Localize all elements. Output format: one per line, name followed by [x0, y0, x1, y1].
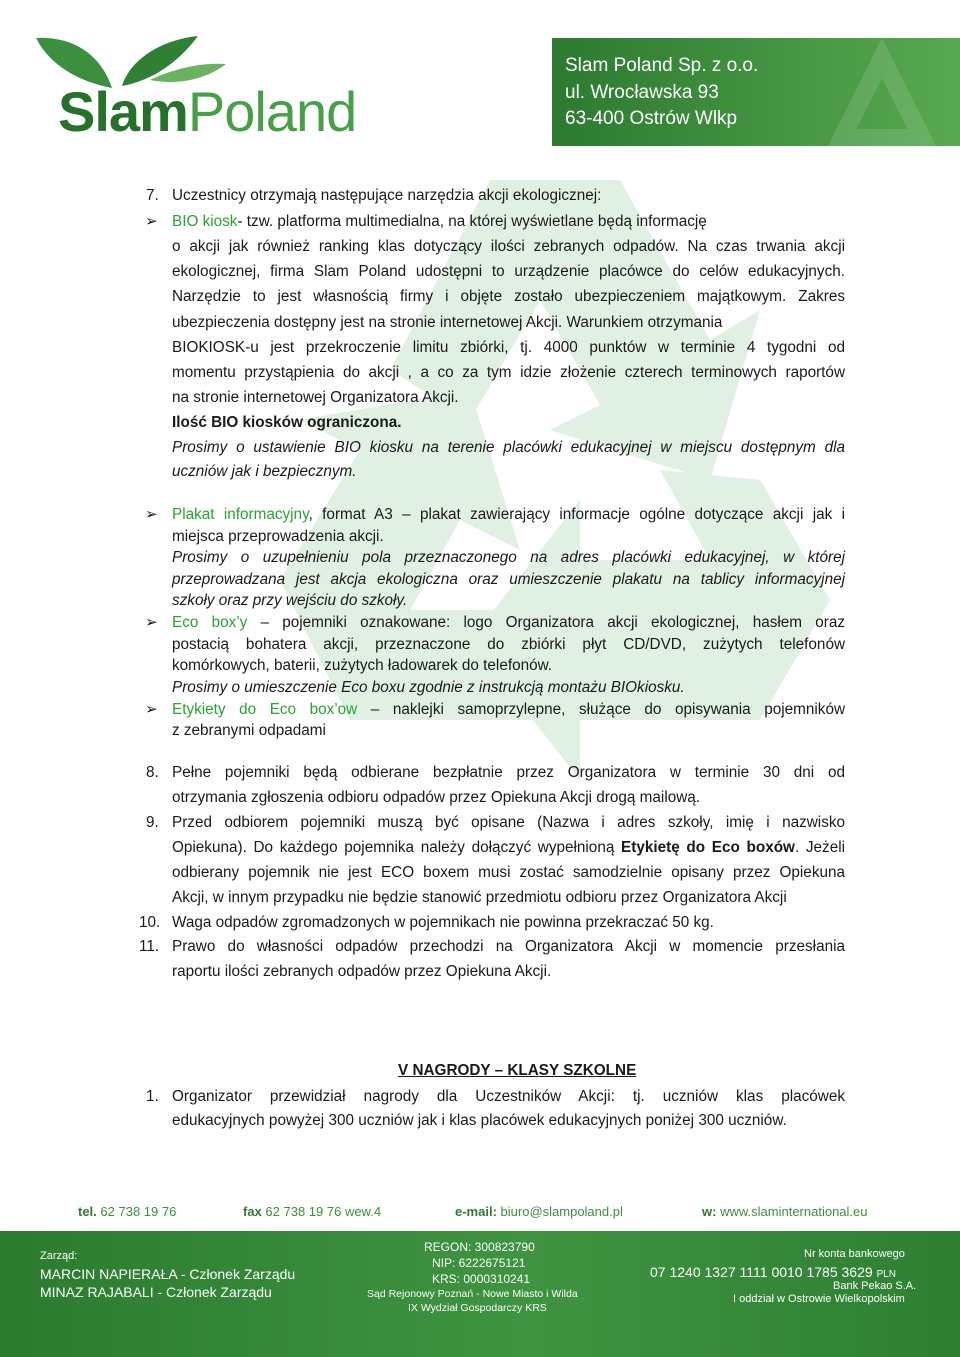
item-7-intro: Uczestnicy otrzymają następujące narzędzia akcji ekologicznej: — [172, 187, 602, 204]
eco-box-desc: – pojemniki oznakowane: logo Organizatora akcji ekologicznej, hasłem oraz — [247, 614, 845, 631]
labels-desc: – naklejki samoprzylepne, służące do opisywania pojemników — [357, 701, 845, 718]
bio-kiosk-desc: - tzw. platforma multimedialna, na której wyświetlane będą informację — [237, 213, 707, 230]
item-9-text: . Jeżeli — [794, 839, 845, 856]
bio-kiosk-line: o akcji jak również ranking klas dotyczący ilości zebranych odpadów. Na czas trwania akcji — [172, 238, 845, 255]
item-8-line: Pełne pojemniki będą odbierane bezpłatnie przez Organizatora w terminie 30 dni od — [172, 764, 845, 781]
item-10-text: Waga odpadów zgromadzonych w pojemnikach nie powinna przekraczać 50 kg. — [172, 914, 714, 931]
plakat-request: szkoły oraz przy wejściu do szkoły. — [172, 592, 408, 609]
eco-box-request: Prosimy o umieszczenie Eco boxu zgodnie z instrukcją montażu BIOkiosku. — [172, 679, 685, 696]
eco-box-line: komórkowych, baterii, zużytych ładowarek do telefonów. — [172, 657, 553, 674]
bio-kiosk-request: Prosimy o ustawienie BIO kiosku na terenie placówki edukacyjnej w miejscu dostępnym dla — [172, 439, 845, 456]
footer-krs: KRS: 0000310241 — [432, 1272, 531, 1286]
plakat-request: przeprowadzana jest akcja ekologiczna oraz umieszczenie plakatu na tablicy informacyjnej — [172, 571, 845, 588]
item-9-line — [172, 838, 845, 858]
item-8-number: 8. — [146, 764, 159, 781]
footer-court: Sąd Rejonowy Poznań - Nowe Miasto i Wilda — [367, 1288, 578, 1300]
logo-slam-text: Slam — [58, 80, 188, 143]
footer-board-member: MINAZ RAJABALI - Członek Zarządu — [40, 1284, 272, 1300]
bullet-arrow-icon: ➢ — [145, 506, 158, 523]
bullet-arrow-icon: ➢ — [145, 614, 158, 631]
company-street: ul. Wrocławska 93 — [565, 82, 719, 103]
plakat-term: Plakat informacyjny — [172, 506, 309, 523]
item-7-number: 7. — [146, 187, 159, 204]
bio-kiosk-line: BIOKIOSK-u jest przekroczenie limitu zbiórki, tj. 4000 punktów w terminie 4 tygodni od — [172, 339, 845, 356]
eco-box-term: Eco box’y — [172, 614, 248, 631]
footer-contact-bar — [0, 1196, 960, 1226]
footer-board-member: MARCIN NAPIERAŁA - Członek Zarządu — [40, 1266, 296, 1282]
section-v-item-1-number: 1. — [146, 1088, 159, 1105]
bio-kiosk-line: ekologicznej, firma Slam Poland udostępni to urządzenie placówce do celów edukacyjnych. — [172, 263, 845, 280]
logo-poland-text: Poland — [187, 80, 357, 143]
footer-regon: REGON: 300823790 — [424, 1240, 535, 1254]
footer-bank-label: Nr konta bankowego — [804, 1248, 905, 1260]
item-9-line: Przed odbiorem pojemniki muszą być opisane (Nazwa i adres szkoły, imię i nazwisko — [172, 814, 845, 831]
company-name: Slam Poland Sp. z o.o. — [565, 55, 759, 76]
company-logo — [58, 80, 357, 143]
bio-kiosk-limited-note: Ilość BIO kiosków ograniczona. — [172, 414, 402, 431]
labels-first-line — [172, 700, 845, 720]
item-11-number: 11. — [139, 938, 160, 955]
company-address-banner — [552, 38, 960, 146]
section-title: V NAGRODY – KLASY SZKOLNE — [398, 1062, 637, 1079]
footer-bank-name: Bank Pekao S.A. — [833, 1280, 917, 1292]
eco-box-line: postacią bohatera akcji, przeznaczone do zbiórki płyt CD/DVD, zużytych telefonów — [172, 636, 845, 653]
bullet-arrow-icon: ➢ — [145, 213, 158, 230]
item-9-line: odbierany pojemnik nie jest ECO boxem musi zostać samodzielnie opisany przez Opiekuna — [172, 864, 845, 881]
item-9-number: 9. — [146, 814, 159, 831]
footer-company-info — [0, 1231, 960, 1357]
footer-tel: tel. 62 738 19 76 — [78, 1204, 177, 1219]
item-9-text: Opiekuna). Do każdego pojemnika należy dołączyć wypełnioną — [172, 839, 622, 856]
plakat-first-line — [172, 505, 845, 525]
eco-box-first-line — [172, 613, 845, 633]
labels-term: Etykiety do Eco box’ow — [172, 701, 358, 718]
bio-kiosk-line: momentu przystąpienia do akcji , a co za tym idzie złożenie czterech terminowych raportów — [172, 364, 845, 381]
item-11-line: raportu ilości zebranych odpadów przez Opiekuna Akcji. — [172, 963, 552, 980]
recycle-watermark-small — [782, 38, 960, 146]
bio-kiosk-line: ubezpieczenia dostępny jest na stronie internetowej Akcji. Warunkiem otrzymania — [172, 314, 723, 331]
footer-bank-branch: I oddział w Ostrowie Wielkopolskim — [733, 1293, 905, 1305]
bio-kiosk-line: Narzędzie to jest własnością firmy i objęte zostało ubezpieczeniem majątkowym. Zakres — [172, 288, 845, 305]
item-10-number: 10. — [139, 914, 161, 931]
bio-kiosk-request: uczniów jak i bezpiecznym. — [172, 463, 357, 480]
footer-court-division: IX Wydział Gospodarczy KRS — [408, 1302, 547, 1314]
company-city: 63-400 Ostrów Wlkp — [565, 108, 738, 129]
bio-kiosk-line: na stronie internetowej Organizatora Akcji. — [172, 389, 459, 406]
bio-kiosk-first-line — [172, 212, 707, 232]
section-v-item-1-line: Organizator przewidział nagrody dla Uczestników Akcji: tj. uczniów klas placówek — [172, 1088, 845, 1105]
item-9-line: Akcji, w innym przypadku nie będzie stanowić przedmiotu odbioru przez Organizatora Akcji — [172, 889, 787, 906]
footer-email[interactable]: e-mail: biuro@slampoland.pl — [455, 1204, 623, 1219]
labels-line: z zebranymi odpadami — [172, 722, 326, 739]
section-v-item-1-line: edukacyjnych powyżej 300 uczniów jak i klas placówek edukacyjnych poniżej 300 uczniów. — [172, 1112, 787, 1129]
plakat-desc: , format A3 – plakat zawierający informacje ogólne dotyczące akcji jak i — [308, 506, 845, 523]
bullet-arrow-icon: ➢ — [145, 701, 158, 718]
item-11-line: Prawo do własności odpadów przechodzi na Organizatora Akcji w momencie przesłania — [172, 938, 845, 955]
footer-website[interactable]: w: www.slaminternational.eu — [702, 1204, 868, 1219]
item-8-line: otrzymania zgłoszenia odbioru odpadów przez Opiekuna Akcji drogą mailową. — [172, 789, 701, 806]
plakat-request: Prosimy o uzupełnieniu pola przeznaczonego na adres placówki edukacyjnej, w której — [172, 549, 845, 566]
footer-nip: NIP: 6222675121 — [432, 1256, 526, 1270]
bio-kiosk-term: BIO kiosk — [172, 213, 238, 230]
footer-board-label: Zarząd: — [40, 1250, 78, 1262]
item-9-bold-term: Etykietę do Eco boxów — [621, 839, 795, 856]
footer-fax: fax 62 738 19 76 wew.4 — [243, 1204, 382, 1219]
plakat-line: miejsca przeprowadzenia akcji. — [172, 528, 384, 545]
footer-bank-account: 07 1240 1327 1111 0010 1785 3629 PLN — [650, 1264, 897, 1280]
